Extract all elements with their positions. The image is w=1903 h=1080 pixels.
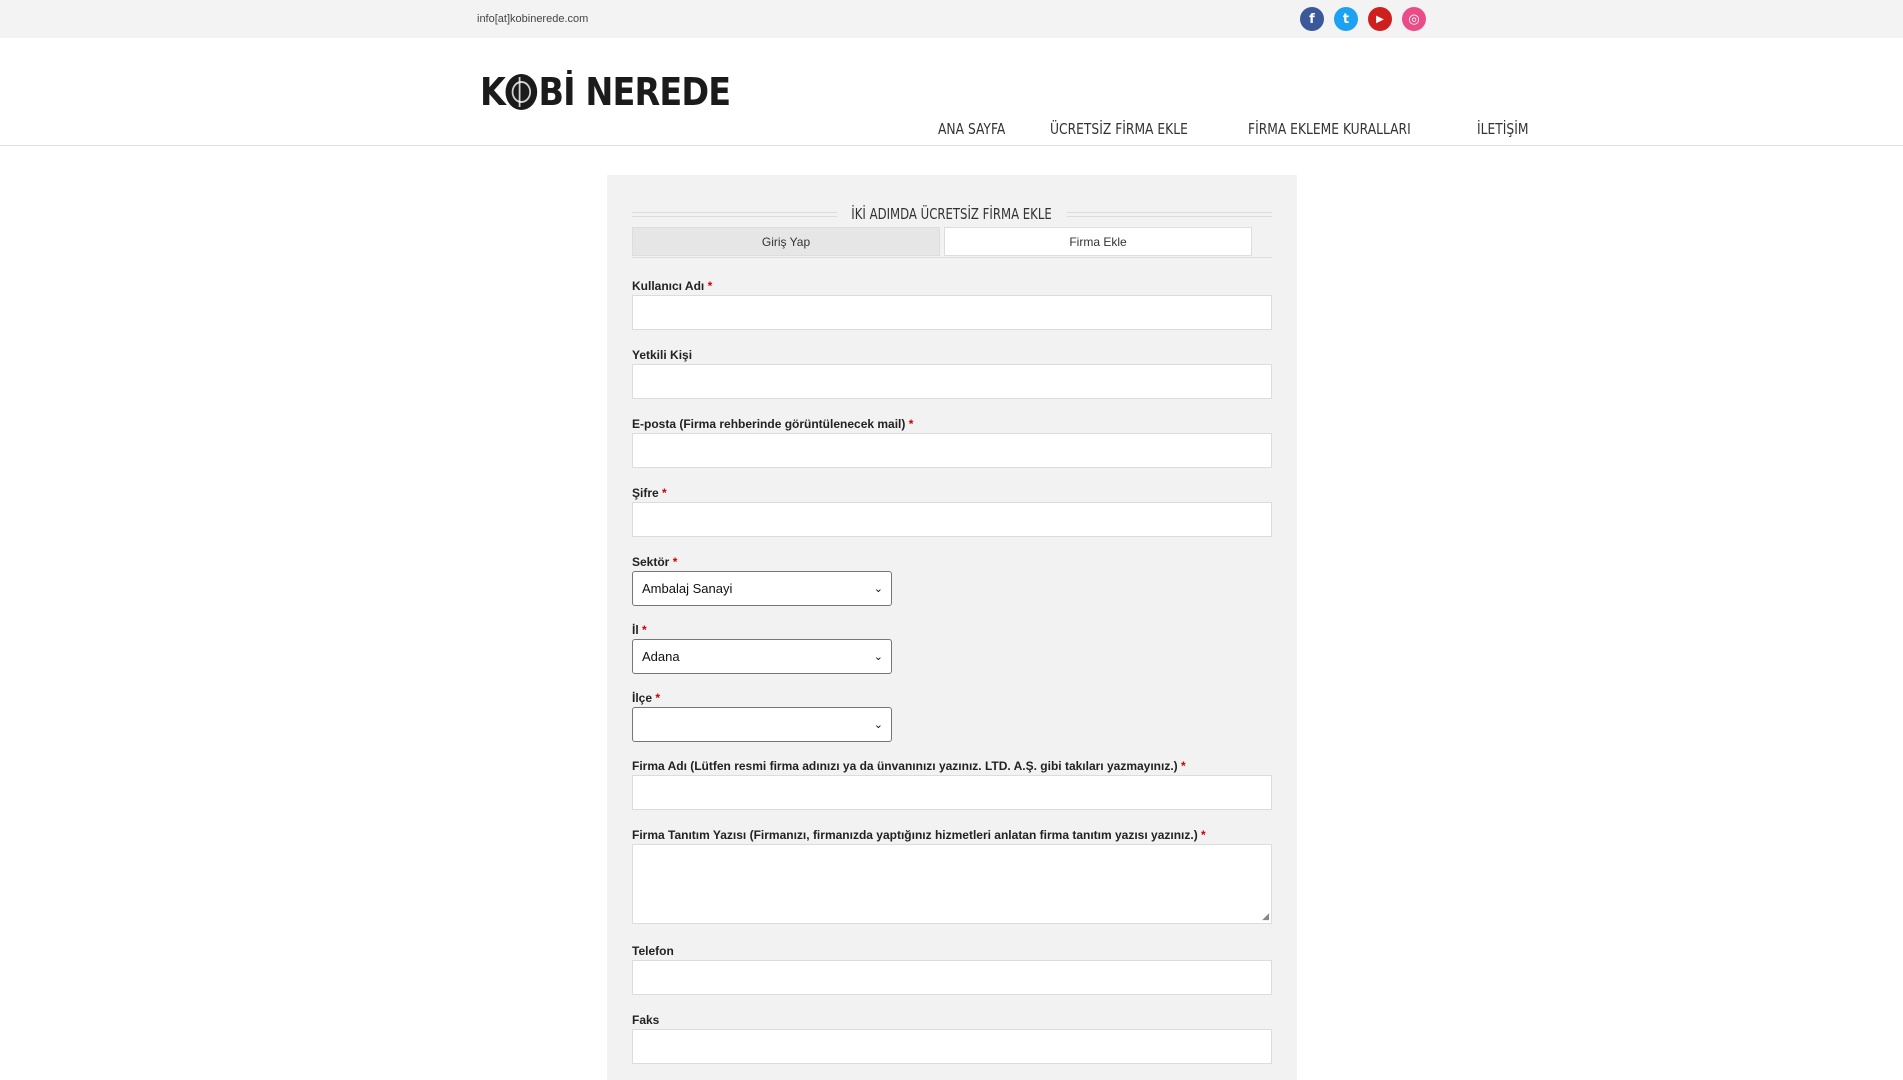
main-nav xyxy=(938,120,1569,138)
fax-label: Faks xyxy=(632,1013,660,1027)
city-select[interactable]: Adana ⌄ xyxy=(632,639,892,674)
top-bar xyxy=(0,0,1903,38)
company-label: Firma Adı (Lütfen resmi firma adınızı ya da ünvanınızı yazınız. LTD. A.Ş. gibi takıları yazmayınız.) * xyxy=(632,759,1186,773)
nav-contact[interactable]: İLETİŞİM xyxy=(1476,120,1529,138)
sector-select[interactable]: Ambalaj Sanayi ⌄ xyxy=(632,571,892,606)
description-textarea[interactable] xyxy=(632,844,1272,924)
dribbble-icon[interactable]: ◎ xyxy=(1402,7,1426,31)
fax-input[interactable] xyxy=(632,1029,1272,1064)
tab-login[interactable]: Giriş Yap xyxy=(632,227,940,256)
district-label: İlçe * xyxy=(632,691,661,705)
nav-rules[interactable]: FİRMA EKLEME KURALLARI xyxy=(1248,120,1411,138)
tab-add-company[interactable]: Firma Ekle xyxy=(944,227,1252,256)
panel-title: İKİ ADIMDA ÜCRETSİZ FİRMA EKLE xyxy=(632,205,1272,221)
password-label: Şifre * xyxy=(632,486,667,500)
chevron-down-icon: ⌄ xyxy=(873,718,883,731)
company-input[interactable] xyxy=(632,775,1272,810)
social-links xyxy=(1300,7,1426,31)
site-logo[interactable]: K Bİ NEREDE xyxy=(480,70,731,114)
email-label: E-posta (Firma rehberinde görüntülenecek mail) * xyxy=(632,417,914,431)
nav-home[interactable]: ANA SAYFA xyxy=(938,120,1006,138)
username-label: Kullanıcı Adı * xyxy=(632,279,713,293)
chevron-down-icon: ⌄ xyxy=(873,650,883,663)
phone-input[interactable] xyxy=(632,960,1272,995)
globe-icon xyxy=(506,74,538,110)
register-panel xyxy=(607,175,1297,1080)
form-tabs xyxy=(632,227,1272,258)
nav-add-company[interactable]: ÜCRETSİZ FİRMA EKLE xyxy=(1050,120,1188,138)
twitter-icon[interactable]: t xyxy=(1334,7,1358,31)
facebook-icon[interactable]: f xyxy=(1300,7,1324,31)
district-select[interactable] xyxy=(632,707,892,742)
description-label: Firma Tanıtım Yazısı (Firmanızı, firmanızda yaptığınız hizmetleri anlatan firma tanıtım yazısı yazınız.) * xyxy=(632,828,1206,842)
sector-label: Sektör * xyxy=(632,555,678,569)
phone-label: Telefon xyxy=(632,944,674,958)
contact-label: Yetkili Kişi xyxy=(632,348,693,362)
username-input[interactable] xyxy=(632,295,1272,330)
resize-handle-icon[interactable]: ◢ xyxy=(1262,912,1269,922)
contact-email[interactable]: info[at]kobinerede.com xyxy=(477,13,589,25)
password-input[interactable] xyxy=(632,502,1272,537)
contact-input[interactable] xyxy=(632,364,1272,399)
chevron-down-icon: ⌄ xyxy=(873,582,883,595)
email-input[interactable] xyxy=(632,433,1272,468)
youtube-icon[interactable]: ▶ xyxy=(1368,7,1392,31)
city-label: İl * xyxy=(632,623,647,637)
site-header xyxy=(0,38,1903,146)
